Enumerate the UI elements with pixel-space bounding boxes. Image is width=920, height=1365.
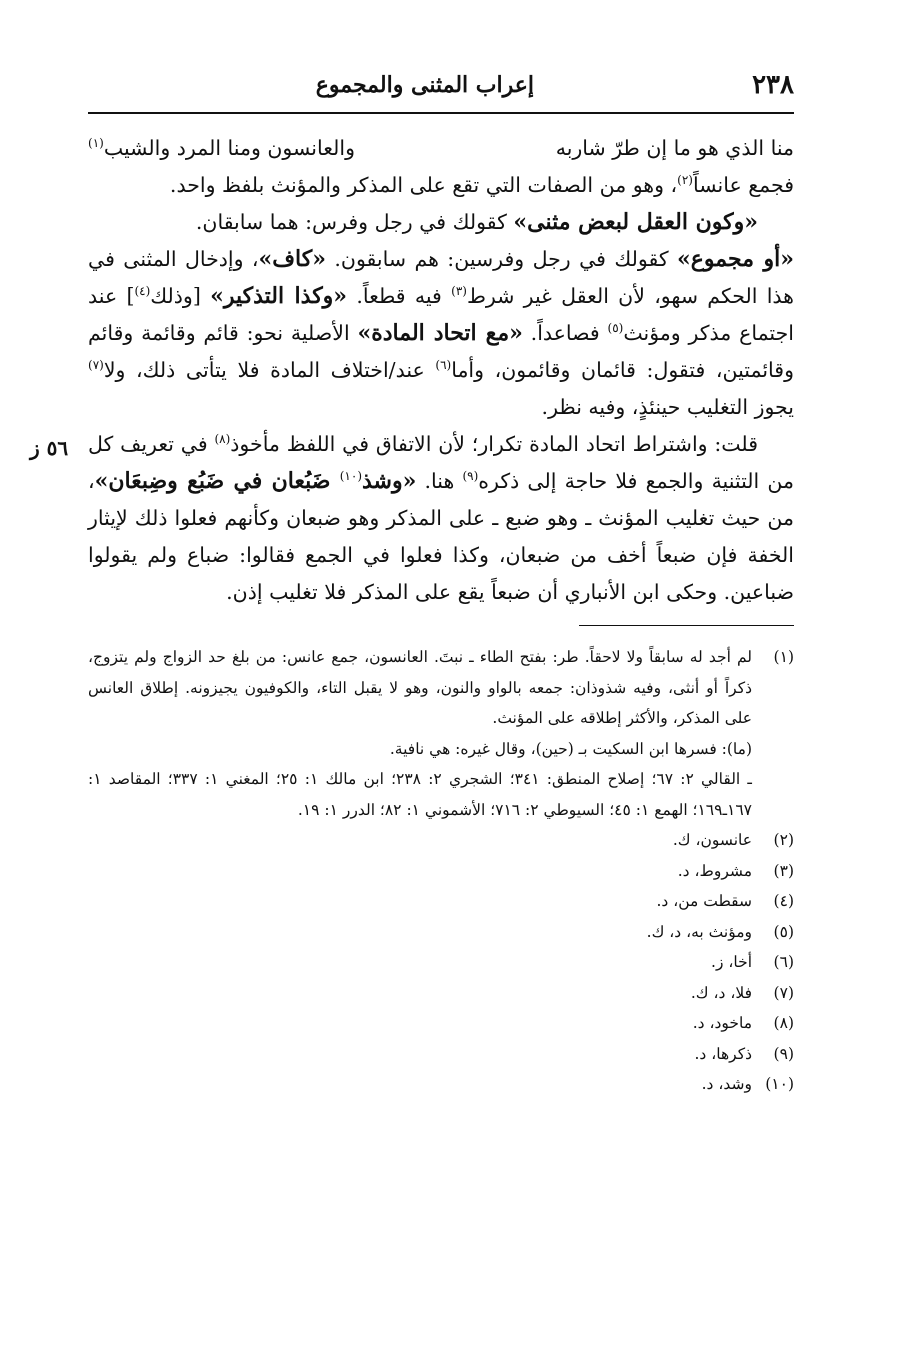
page-number: ٢٣٨ (752, 70, 794, 100)
footnote-ref-7: (٧) (88, 358, 104, 373)
footnote-text: ـ القالي ٢: ٦٧؛ إصلاح المنطق: ٣٤١؛ الشجري ٢: ٢٣٨؛ ابن مالك ١: ٢٥؛ المغني ١: ٣٣٧؛ المقاصد ١: ١٦٧ـ١٦٩؛ الهمع ١: ٤٥؛ السيوطي ٢: ٧١٦؛ الأشموني ١: ٨٢؛ الدرر ١: ١٩. (88, 770, 752, 819)
footnote-number: (٢) (773, 831, 794, 849)
footnote-text: (ما): فسرها ابن السكيت بـ (حين)، وقال غيره: هي نافية. (389, 739, 752, 758)
footnote-4 (88, 886, 794, 917)
quoted-matn: «مع اتحاد المادة» (357, 320, 523, 346)
footnote-number: (١) (773, 648, 794, 666)
footnote-ref-1: (١) (88, 136, 104, 151)
quoted-matn: «وكذا التذكير» (210, 283, 348, 309)
footnote-divider (579, 625, 794, 626)
quoted-matn: «وشذ (362, 468, 417, 494)
footnote-text: ومؤنث به، د، ك. (646, 922, 752, 941)
margin-manuscript-note: ٥٦ ز (30, 436, 69, 460)
footnote-text: سقطت من، د. (656, 892, 752, 910)
footnote-ref-3: (٣) (451, 284, 467, 299)
quoted-matn: ضَبُعان في ضَبُع وضِبعَان» (94, 468, 340, 494)
footnote-text: ماخود، د. (692, 1014, 752, 1032)
footnote-number: (٣) (773, 861, 794, 880)
footnote-number: (٦) (773, 953, 794, 971)
footnote-number: (٧) (773, 983, 794, 1002)
footnote-number: (٨) (773, 1014, 794, 1032)
footnote-text: ذكرها، د. (694, 1044, 752, 1063)
footnote-2 (88, 825, 794, 856)
quoted-matn: «كاف» (258, 246, 326, 272)
footnote-3 (88, 856, 794, 887)
footnote-ref-8: (٨) (214, 432, 231, 447)
footnote-text: أخا، ز. (711, 953, 752, 971)
footnote-ref-2: (٢) (677, 173, 693, 188)
quoted-matn: «أو مجموع» (677, 246, 795, 272)
footnote-9 (88, 1039, 794, 1070)
verse-first-hemistich: منا الذي هو ما إن طرّ شاربه (555, 136, 794, 160)
running-title: إعراب المثنى والمجموع (315, 72, 534, 98)
footnote-text: وشد، د. (701, 1075, 752, 1093)
footnote-10 (88, 1069, 794, 1100)
paragraph-3: «أو مجموع» كقولك في رجل وفرسين: هم سابقون. «كاف»، وإدخال المثنى في هذا الحكم سهو، لأن العقل غير شرط$^{(٣)}$ فيه قطعاً. «وكذا التذكير» [وذلك$^{(٤)}$] عند اجتماع مذكر ومؤنث$^{(٥)}$ فصاعداً. «مع اتحاد المادة» الأصلية نحو: قائم وقائمة وقائم وقائمتين، فتقول: قائمان وقائمون، وأما$^{(٦)}$ عند/اختلاف المادة فلا يتأتى ذلك، ولا$^{(٧)}$ يجوز التغليب حينئذٍ، وفيه نظر. (88, 246, 795, 419)
main-text (88, 130, 794, 611)
footnote-text: مشروط، د. (677, 861, 752, 880)
footnote-number: (٥) (773, 922, 794, 941)
paragraph-2: «وكون العقل لبعض مثنى» كقولك في رجل وفرس: هما سابقان. (195, 209, 758, 235)
footnote-ref-10: (١٠) (339, 469, 362, 484)
footnote-7 (88, 978, 794, 1009)
footnote-5 (88, 917, 794, 948)
footnote-number: (٤) (773, 892, 794, 910)
page-header (88, 62, 794, 114)
footnote-text: لم أجد له سابقاً ولا لاحقاً. طر: بفتح الطاء ـ نبتَ. العانسون، جمع عانس: من بلغ حد الزواج ولم يتزوج، ذكراً أو أنثى، وفيه شذوذان: جمعه بالواو والنون، وهو لا يقبل التاء، والكوفيون يجيزونه. إطلاق العانس على المذكر، والأكثر إطلاقه على المؤنث. (88, 648, 752, 727)
footnote-1 (88, 642, 794, 825)
footnote-8 (88, 1008, 794, 1039)
footnotes (88, 642, 794, 1100)
paragraph-1: فجمع عانساً$^{(٢)}$، وهو من الصفات التي تقع على المذكر والمؤنث بلفظ واحد. (169, 173, 794, 197)
verse-second-hemistich: والعانسون ومنا المرد والشيب$^{(١)}$ (88, 136, 355, 160)
quoted-matn: «وكون العقل لبعض مثنى» (513, 209, 758, 235)
footnote-ref-9: (٩) (462, 469, 479, 484)
footnote-text: عانسون، ك. (672, 831, 752, 849)
book-page (88, 62, 794, 1100)
footnote-6 (88, 947, 794, 978)
footnote-text: فلا، د، ك. (690, 983, 752, 1002)
footnote-number: (٩) (773, 1044, 794, 1063)
paragraph-4: قلت: واشتراط اتحاد المادة تكرار؛ لأن الاتفاق في اللفظ مأخوذ$^{(٨)}$ في تعريف كل من التثنية والجمع فلا حاجة إلى ذكره$^{(٩)}$ هنا. «وشذ$^{(١٠)}$ ضَبُعان في ضَبُع وضِبعَان»، من حيث تغليب المؤنث ـ وهو ضبع ـ على المذكر وهو ضبعان وكأنهم فعلوا ذلك لإيثار الخفة فإن ضبعاً أخف من ضبعان، وكذا فعلوا في الجمع فقالوا: ضباع ولم يقولوا ضباعين. وحكى ابن الأنباري أن ضبعاً يقع على المذكر فلا تغليب إذن. (88, 432, 795, 604)
footnote-number: (١٠) (765, 1075, 794, 1093)
footnote-ref-5: (٥) (607, 321, 624, 336)
poetry-verse (88, 130, 794, 167)
footnote-ref-4: (٤) (134, 284, 151, 299)
footnote-ref-6: (٦) (435, 358, 452, 373)
